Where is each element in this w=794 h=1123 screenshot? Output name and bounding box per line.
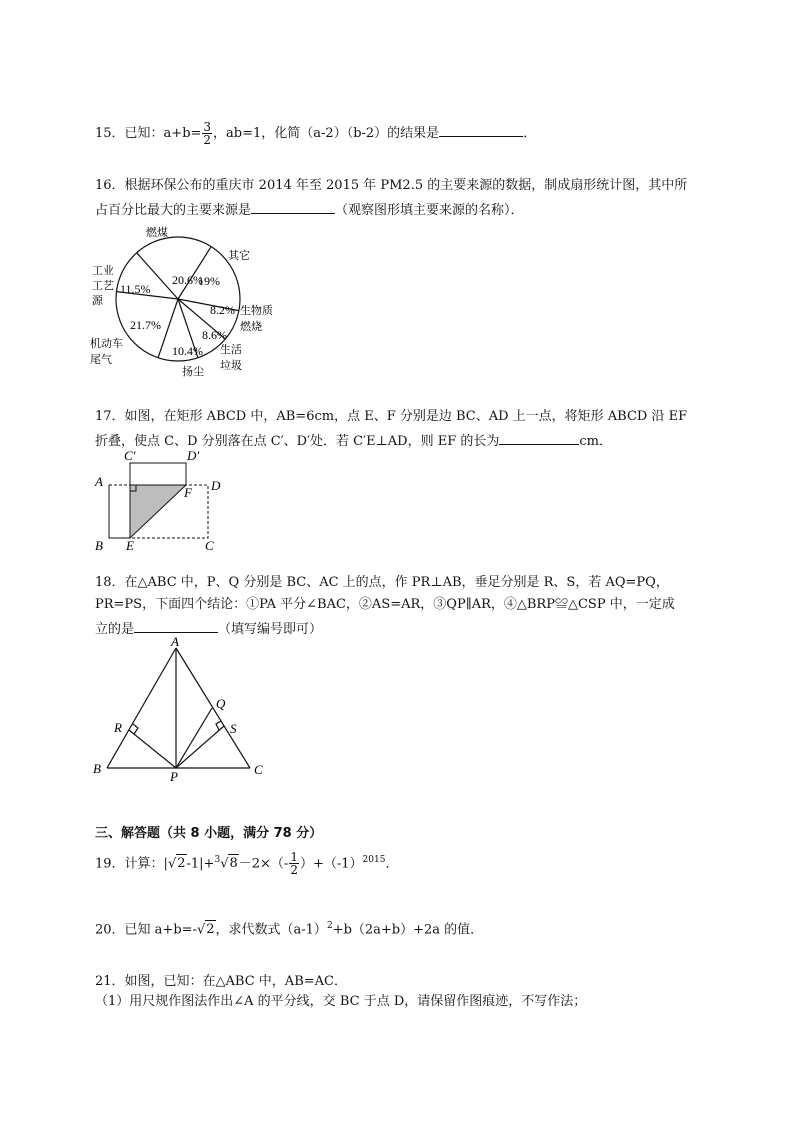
question-15 [95, 121, 536, 146]
radicand-2: 2 [177, 856, 186, 872]
sqrt-symbol: √ [196, 922, 206, 938]
left-edge [109, 485, 130, 538]
point-b-label: B [93, 761, 101, 776]
slice-label-dust: 10.4% [172, 344, 203, 358]
question-16-suffix: （观察图形填主要来源的名称）． [335, 203, 524, 218]
question-21-line-2: （1）用尺规作图法作出∠A 的平分线，交 BC 于点 D，请保留作图痕迹，不写作法； [95, 994, 587, 1009]
question-18-line-2: PR=PS，下面四个结论：①PA 平分∠BAC，②AS=AR，③QP∥AR，④△BRP≌△CSP 中，一定成 [95, 597, 675, 612]
question-18-prefix: 立的是 [95, 622, 135, 637]
fraction-denominator: 2 [290, 863, 298, 878]
question-19-tail: ）+（-1） [299, 856, 363, 872]
point-c-label: C [254, 762, 263, 777]
section-3-heading: 三、解答题（共 8 小题，满分 78 分） [95, 826, 323, 841]
outer-label-garbage-1: 生活 [220, 344, 242, 356]
answer-blank-18[interactable] [134, 618, 218, 633]
point-q-label: Q [216, 696, 226, 711]
point-c-label: C [205, 538, 214, 553]
triangle-abc-figure [88, 634, 278, 782]
question-17-prefix: 折叠，使点 C、D 分别落在点 C′、D′处．若 C′E⊥AD，则 EF 的长为 [95, 434, 500, 449]
segment-pq [176, 708, 212, 768]
question-18-suffix: （填写编号即可） [218, 622, 323, 637]
question-19-end: ． [385, 856, 399, 872]
outer-label-industry-2: 工艺 [92, 280, 114, 292]
shaded-triangle [130, 485, 186, 538]
point-b-label: B [95, 538, 103, 553]
question-20-prefix: 20．已知 a+b=- [95, 922, 197, 938]
outer-label-biomass-2: 燃烧 [240, 321, 262, 333]
point-c-prime-label: C′ [124, 448, 136, 463]
point-s-label: S [230, 721, 237, 736]
question-17-line-1: 17．如图，在矩形 ABCD 中，AB=6cm，点 E、F 分别是边 BC、AD 上一点，将矩形 ABCD 沿 EF [95, 409, 688, 424]
radicand-8: 8 [229, 856, 238, 872]
slice-label-coal: 20.6% [172, 273, 203, 287]
question-17-suffix: cm． [579, 434, 612, 449]
point-e-label: E [126, 538, 134, 553]
point-a-label: A [171, 634, 179, 649]
cube-root-index: 3 [214, 855, 221, 865]
question-19-middle: －2×（- [238, 856, 289, 872]
minus-one: -1|+ [186, 856, 215, 872]
slice-label-biomass: 8.2% [210, 303, 235, 317]
point-d-prime-label: D′ [187, 448, 200, 463]
cube-root-symbol: √ [220, 856, 229, 872]
abs-bar: | [163, 856, 168, 872]
answer-blank-16[interactable] [251, 199, 335, 214]
right-angle-r [133, 724, 138, 734]
side-ab [107, 648, 176, 768]
folded-top [130, 463, 186, 485]
question-16-line-1: 16．根据环保公布的重庆市 2014 年至 2015 年 PM2.5 的主要来源的数据，制成扇形统计图，其中所 [95, 178, 688, 193]
outer-label-garbage-2: 垃圾 [220, 360, 242, 372]
question-16-prefix: 占百分比最大的主要来源是 [95, 203, 252, 218]
point-p-label: P [170, 769, 178, 782]
question-20 [95, 917, 483, 939]
answer-blank-15[interactable] [439, 122, 523, 137]
outer-label-vehicle-2: 尾气 [90, 354, 112, 366]
question-20-tail: +b（2a+b）+2a 的值． [332, 922, 484, 938]
outer-label-vehicle-1: 机动车 [90, 338, 123, 350]
question-19-number: 19．计算： [95, 856, 164, 872]
sqrt-symbol: √ [167, 856, 177, 872]
exponent-2015: 2015 [362, 855, 386, 865]
fraction-numerator: 3 [203, 120, 212, 134]
fraction-numerator: 1 [290, 850, 298, 865]
slice-label-vehicle: 21.7% [130, 318, 161, 332]
exponent-2: 2 [326, 921, 333, 931]
radicand-2: 2 [206, 922, 215, 938]
slice-label-garbage: 8.6% [202, 328, 227, 342]
folded-rectangle-figure [90, 446, 230, 558]
outer-label-coal: 燃煤 [146, 227, 168, 239]
outer-label-biomass-1: 生物质 [240, 305, 273, 317]
slice-label-other: 19% [198, 274, 220, 288]
pie-slices [116, 237, 240, 361]
question-15-number: 15． [95, 126, 125, 141]
fraction-3-over-2 [202, 121, 212, 146]
pie-chart [88, 222, 288, 382]
slice-label-industry: 11.5% [120, 282, 151, 296]
point-r-label: R [114, 720, 122, 735]
answer-blank-17[interactable] [499, 430, 579, 445]
outer-label-dust: 扬尘 [182, 366, 204, 378]
question-16-line-2 [95, 199, 524, 220]
question-19 [95, 851, 398, 876]
point-f-label: F [184, 485, 192, 500]
question-15-suffix: ． [523, 126, 537, 141]
segment-ps [176, 726, 224, 768]
question-15-prefix: 已知：a+b= [124, 126, 202, 141]
point-a-label: A [95, 474, 103, 489]
question-21-line-1: 21．如图，已知：在△ABC 中，AB=AC． [95, 974, 347, 989]
question-20-middle: ，求代数式（a-1） [215, 922, 327, 938]
outer-label-other: 其它 [228, 250, 250, 262]
question-18-line-1: 18．在△ABC 中，P、Q 分别是 BC、AC 上的点，作 PR⊥AB，垂足分别是 R、S，若 AQ=PQ， [95, 575, 669, 590]
outer-label-industry-3: 源 [92, 295, 103, 307]
fraction-1-over-2 [289, 851, 299, 876]
point-d-label: D [211, 478, 221, 493]
question-15-middle: ，ab=1，化简（a-2）（b-2）的结果是 [213, 126, 440, 141]
segment-pr [129, 730, 176, 768]
fraction-denominator: 2 [203, 133, 212, 147]
outer-label-industry-1: 工业 [92, 265, 114, 277]
